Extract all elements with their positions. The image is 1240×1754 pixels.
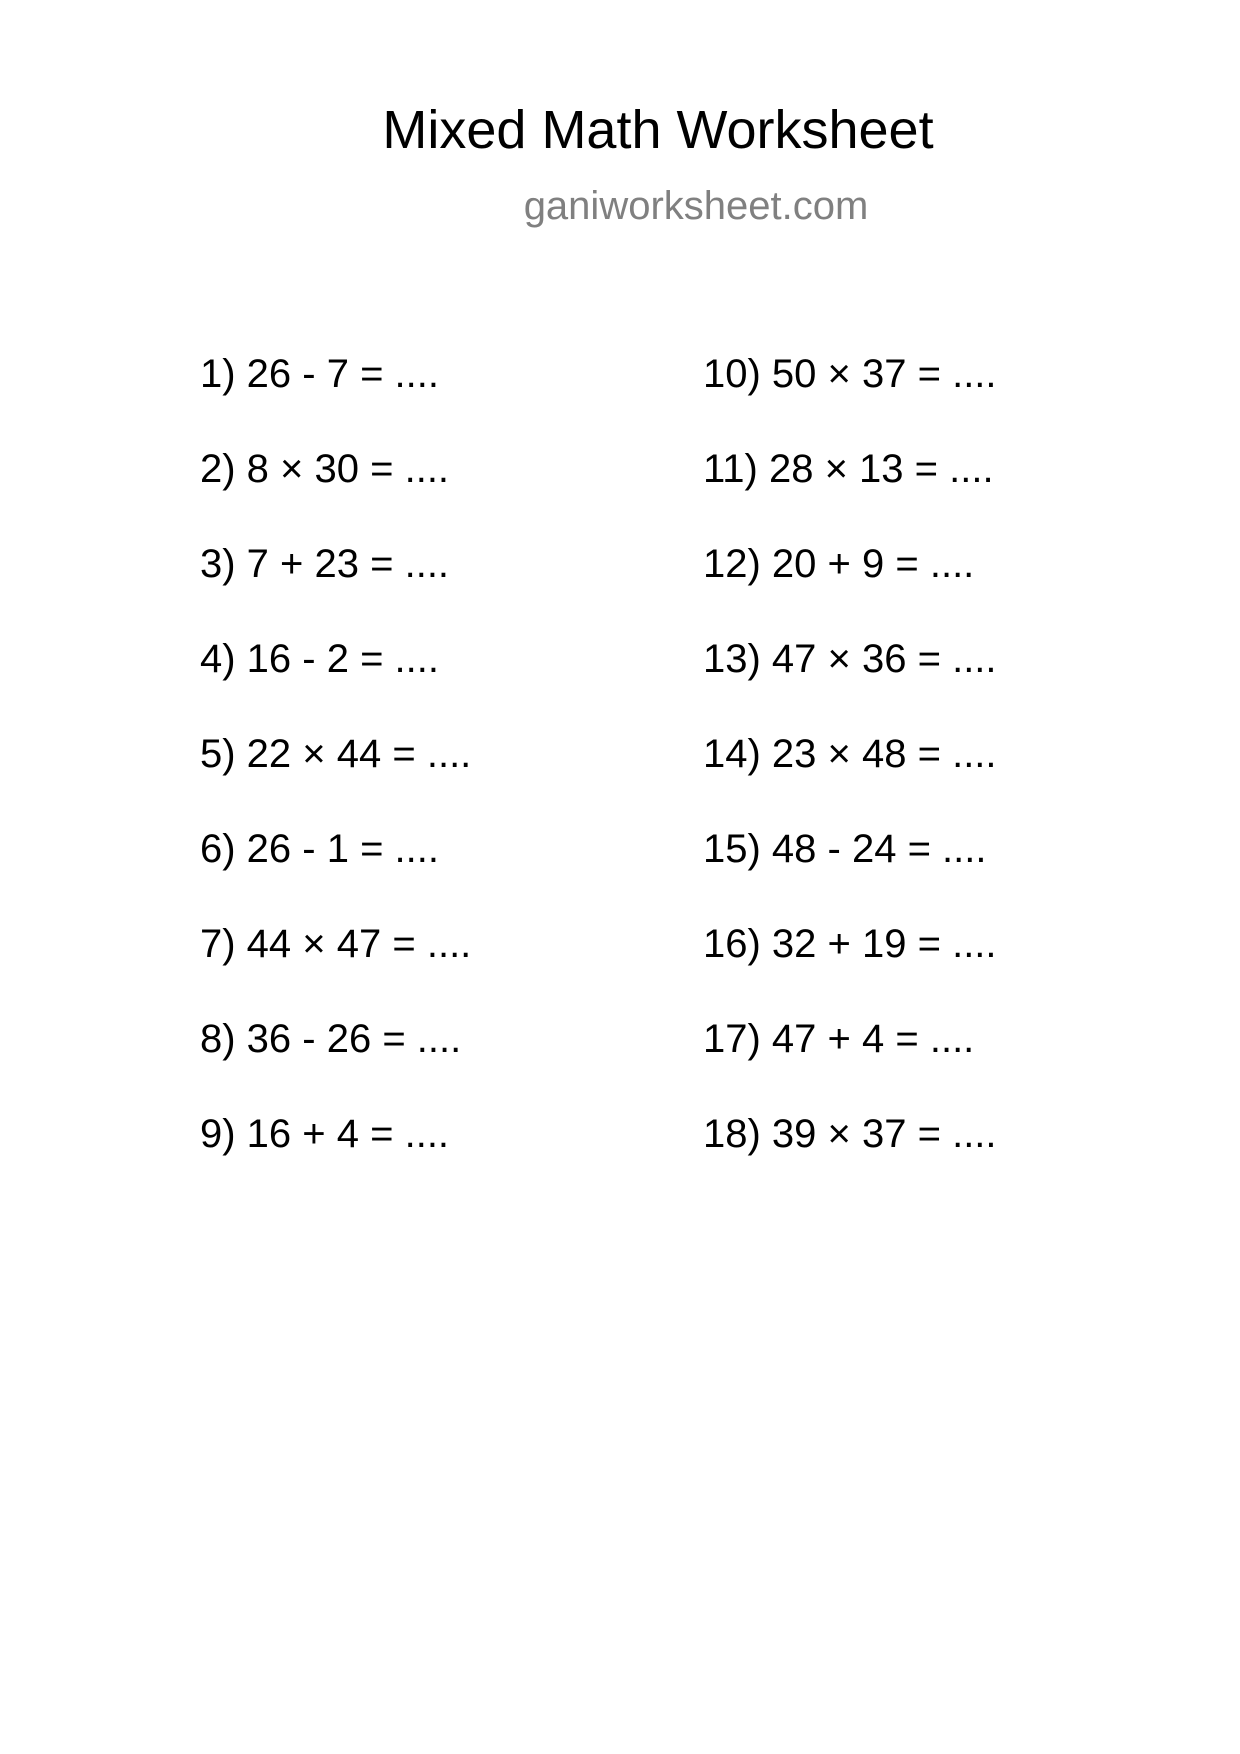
problem-item: 9) 16 + 4 = .... — [200, 1112, 450, 1156]
problem-item: 18) 39 × 37 = .... — [703, 1112, 997, 1156]
problem-item: 3) 7 + 23 = .... — [200, 542, 450, 586]
problem-item: 6) 26 - 1 = .... — [200, 827, 440, 871]
problem-item: 8) 36 - 26 = .... — [200, 1017, 462, 1061]
problem-item: 4) 16 - 2 = .... — [200, 637, 440, 681]
problem-item: 15) 48 - 24 = .... — [703, 827, 987, 871]
problem-item: 16) 32 + 19 = .... — [703, 922, 997, 966]
problem-item: 1) 26 - 7 = .... — [200, 352, 440, 396]
problem-item: 11) 28 × 13 = .... — [703, 447, 994, 491]
problem-item: 17) 47 + 4 = .... — [703, 1017, 975, 1061]
problem-item: 12) 20 + 9 = .... — [703, 542, 975, 586]
problem-item: 5) 22 × 44 = .... — [200, 732, 472, 776]
worksheet-title: Mixed Math Worksheet — [382, 100, 934, 160]
problem-item: 2) 8 × 30 = .... — [200, 447, 450, 491]
website-credit: ganiworksheet.com — [523, 184, 869, 228]
problem-item: 14) 23 × 48 = .... — [703, 732, 997, 776]
problems-column-left — [200, 350, 471, 1205]
problem-item: 13) 47 × 36 = .... — [703, 637, 997, 681]
problem-item: 7) 44 × 47 = .... — [200, 922, 472, 966]
problems-column-right — [703, 350, 997, 1205]
problem-item: 10) 50 × 37 = .... — [703, 352, 997, 396]
